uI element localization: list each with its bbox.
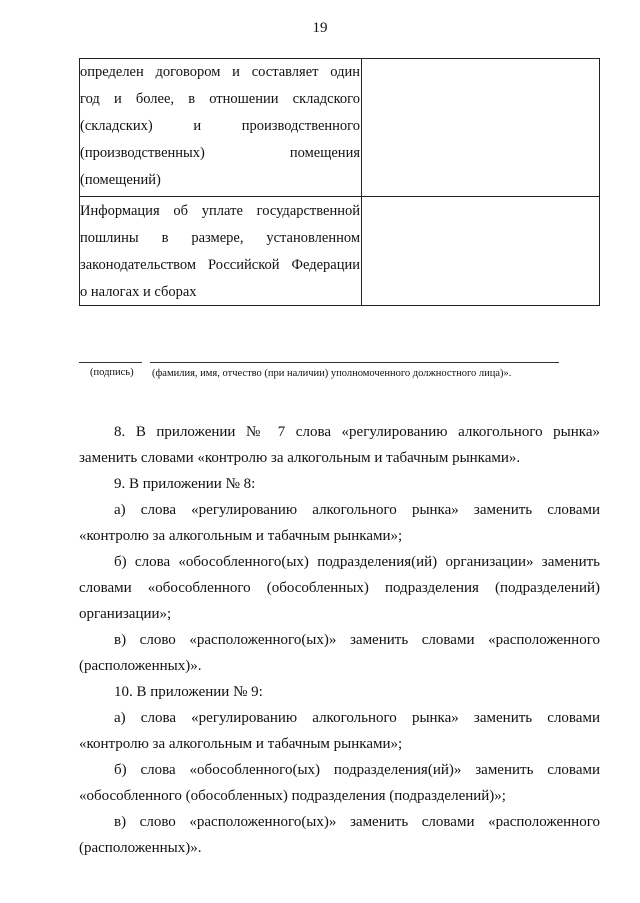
text-line: б) слова «обособленного(ых) подразделения(ий)» заменить словами	[114, 762, 600, 778]
text-line: 8. В приложении № 7 слова «регулированию алкогольного рынка»	[114, 424, 600, 440]
table-cell-line: о налогах и сборах	[80, 284, 197, 300]
table-cell-line: (помещений)	[80, 172, 161, 188]
name-caption: (фамилия, имя, отчество (при наличии) уполномоченного должностного лица)».	[152, 368, 512, 379]
table-cell-duty-text	[80, 198, 360, 306]
table-cell-line: законодательством Российской Федерации	[80, 257, 360, 273]
paragraph-10c	[79, 812, 600, 832]
table-cell-line: год и более, в отношении складского	[80, 91, 360, 107]
text-line: б) слова «обособленного(ых) подразделения(ий) организации» заменить	[114, 554, 600, 570]
table-row-divider	[80, 196, 599, 197]
paragraph-8-cont	[79, 448, 600, 468]
paragraph-9b-end	[79, 604, 600, 624]
paragraph-10b	[79, 760, 600, 780]
text-line: в) слово «расположенного(ых)» заменить словами «расположенного	[114, 632, 600, 648]
info-table	[79, 58, 600, 306]
paragraph-8	[79, 422, 600, 442]
paragraph-9b	[79, 552, 600, 572]
paragraph-9c-cont	[79, 656, 600, 676]
text-line: в) слово «расположенного(ых)» заменить словами «расположенного	[114, 814, 600, 830]
table-cell-line: (производственных) помещения	[80, 145, 360, 161]
signature-caption: (подпись)	[90, 367, 134, 378]
text-line: (расположенных)».	[79, 658, 202, 674]
paragraph-9c	[79, 630, 600, 650]
name-line	[150, 362, 559, 363]
signature-line	[79, 362, 142, 363]
paragraph-10a-cont	[79, 734, 600, 754]
text-line: 9. В приложении № 8:	[114, 476, 256, 492]
paragraph-9-heading	[79, 474, 600, 494]
text-line: «обособленного (обособленных) подразделения (подразделений)»;	[79, 788, 506, 804]
paragraph-10c-cont	[79, 838, 600, 858]
text-line: заменить словами «контролю за алкогольным и табачным рынками».	[79, 450, 521, 466]
table-cell-line: (складских) и производственного	[80, 118, 360, 134]
paragraph-10b-cont	[79, 786, 600, 806]
text-line: «контролю за алкогольным и табачным рынками»;	[79, 736, 403, 752]
text-line: «контролю за алкогольным и табачным рынками»;	[79, 528, 403, 544]
table-cell-line: определен договором и составляет один	[80, 64, 360, 80]
paragraph-9a	[79, 500, 600, 520]
text-line: организации»;	[79, 606, 172, 622]
table-column-divider	[361, 59, 362, 305]
text-line: (расположенных)».	[79, 840, 202, 856]
paragraph-9a-cont	[79, 526, 600, 546]
text-line: а) слова «регулированию алкогольного рынка» заменить словами	[114, 502, 600, 518]
text-line: словами «обособленного (обособленных) подразделения (подразделений)	[79, 580, 600, 596]
text-line: а) слова «регулированию алкогольного рынка» заменить словами	[114, 710, 600, 726]
page-number: 19	[312, 20, 328, 36]
table-cell-line: пошлины в размере, установленном	[80, 230, 360, 246]
table-cell-line: Информация об уплате государственной	[80, 203, 360, 219]
paragraph-10-heading	[79, 682, 600, 702]
text-line: 10. В приложении № 9:	[114, 684, 263, 700]
paragraph-10a	[79, 708, 600, 728]
paragraph-9b-cont	[79, 578, 600, 598]
table-cell-term-text	[80, 59, 360, 194]
